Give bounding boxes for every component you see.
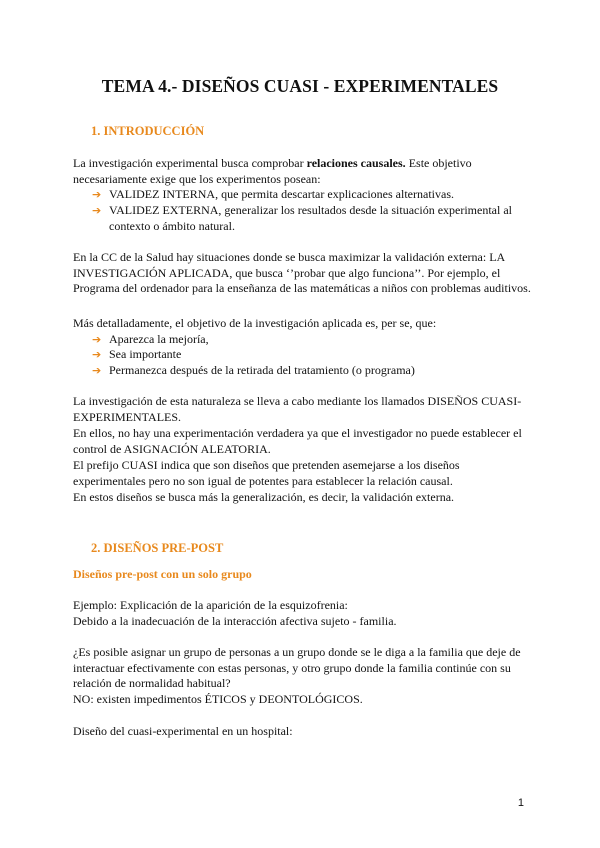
page-number: 1 (517, 797, 524, 809)
paragraph-pregunta: ¿Es posible asignar un grupo de personas a un grupo donde se le diga a la familia que deje de interactuar efectivamente con estas personas, y otro grupo donde la familia continúe con su relación de normalidad habitual? (73, 645, 521, 691)
paragraph-prefijo-cuasi: El prefijo CUASI indica que son diseños que pretenden asemejarse a los diseños experimentales pero no son igual de potentes para establecer la relación causal. (73, 458, 460, 488)
subheading-un-solo-grupo: Diseños pre-post con un solo grupo (73, 567, 252, 581)
list-item (92, 347, 532, 363)
section-heading-pre-post: 2. DISEÑOS PRE-POST (91, 541, 224, 555)
paragraph-diseno-hospital: Diseño del cuasi-experimental en un hospital: (73, 724, 293, 738)
paragraph-cuasi-experimentales: La investigación de esta naturaleza se lleva a cabo mediante los llamados DISEÑOS CUASI-EXPERIMENTALES. (73, 394, 522, 424)
intro-bold-text: relaciones causales. (306, 156, 406, 170)
paragraph-impedimentos: NO: existen impedimentos ÉTICOS y DEONTOLÓGICOS. (73, 692, 363, 706)
list-item-text: VALIDEZ INTERNA, que permita descartar explicaciones alternativas. (109, 187, 454, 201)
list-item (92, 332, 532, 348)
list-item-text: Sea importante (109, 347, 182, 361)
arrow-right-icon: ➔ (92, 188, 102, 201)
arrow-right-icon: ➔ (92, 364, 102, 377)
intro-text-start: La investigación experimental busca comprobar (73, 156, 307, 170)
paragraph-investigacion-aplicada: En la CC de la Salud hay situaciones donde se busca maximizar la validación externa: LA INVESTIGACIÓN APLICADA, que busca ‘’probar que algo funciona’’. Por ejemplo, el Programa del ordenador para la enseñanza de las matemáticas a niños con problemas auditivos. (73, 250, 531, 296)
arrow-right-icon: ➔ (92, 333, 102, 346)
intro-text-end: Este objetivo necesariamente exige que los experimentos posean: (73, 156, 472, 186)
paragraph-generalizacion: En estos diseños se busca más la generalización, es decir, la validación externa. (73, 490, 455, 504)
paragraph-ejemplo: Ejemplo: Explicación de la aparición de la esquizofrenia: (73, 598, 348, 612)
arrow-right-icon: ➔ (92, 348, 102, 361)
paragraph-debido: Debido a la inadecuación de la interacción afectiva sujeto - familia. (73, 614, 397, 628)
section-heading-introduccion: 1. INTRODUCCIÓN (91, 124, 205, 138)
list-item-text: Aparezca la mejoría, (109, 332, 209, 346)
list-item-text: Permanezca después de la retirada del tratamiento (o programa) (109, 363, 415, 377)
intro-paragraph (73, 156, 533, 187)
list-item (92, 363, 532, 379)
list-item (92, 203, 532, 234)
paragraph-asignacion-aleatoria: En ellos, no hay una experimentación verdadera ya que el investigador no puede establecer el control de ASIGNACIÓN ALEATORIA. (73, 426, 522, 456)
document-title: TEMA 4.- DISEÑOS CUASI - EXPERIMENTALES (101, 76, 499, 96)
paragraph-objetivo: Más detalladamente, el objetivo de la investigación aplicada es, per se, que: (73, 316, 437, 330)
list-item (92, 187, 532, 203)
arrow-right-icon: ➔ (92, 204, 102, 217)
list-item-text: VALIDEZ EXTERNA, generalizar los resultados desde la situación experimental al contexto o ámbito natural. (109, 203, 512, 233)
